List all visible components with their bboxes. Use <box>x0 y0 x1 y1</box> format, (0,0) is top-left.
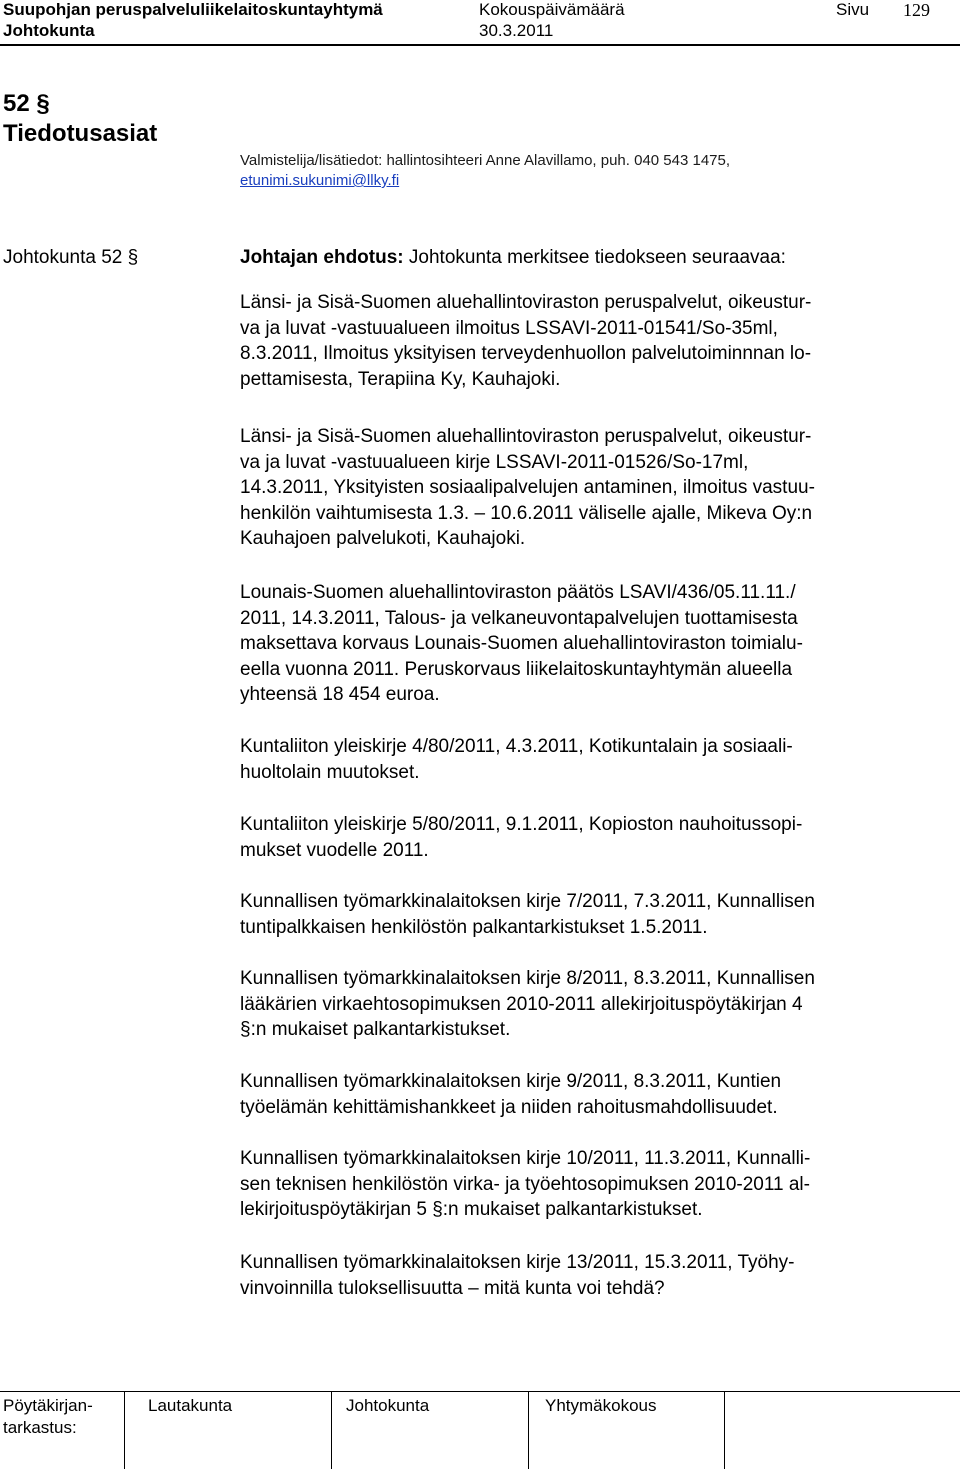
item-line: mukset vuodelle 2011. <box>240 839 429 861</box>
list-item <box>240 1146 940 1223</box>
item-line: eella vuonna 2011. Peruskorvaus liikelaitoskuntayhtymän alueella <box>240 658 793 680</box>
item-line: §:n mukaiset palkantarkistukset. <box>240 1019 511 1040</box>
checker-label-line: Pöytäkirjan- <box>3 1396 93 1415</box>
list-item <box>240 580 940 708</box>
list-item <box>240 1250 940 1301</box>
item-line: tuntipalkkaisen henkilöstön palkantarkistukset 1.5.2011. <box>240 916 708 938</box>
body-name: Johtokunta <box>3 21 95 40</box>
list-item <box>240 812 940 863</box>
decision-ref-symbol: § <box>127 247 139 268</box>
footer-column-divider <box>124 1392 125 1469</box>
footer-column-divider <box>724 1392 725 1469</box>
section-number-value: 52 <box>3 90 30 117</box>
item-line: 2011, 14.3.2011, Talous- ja velkaneuvontapalvelujen tuottamisesta <box>240 607 798 629</box>
list-item <box>240 1069 940 1120</box>
item-line: sen teknisen henkilöstön virka- ja työehtosopimuksen 2010-2011 al- <box>240 1173 810 1195</box>
footer-divider <box>0 1391 960 1392</box>
list-item <box>240 734 940 785</box>
item-line: va ja luvat -vastuualueen kirje LSSAVI-2011-01526/So-17ml, <box>240 451 749 473</box>
item-line: Kunnallisen työmarkkinalaitoksen kirje 9/2011, 8.3.2011, Kuntien <box>240 1071 782 1092</box>
list-item <box>240 966 940 1043</box>
item-line: Kunnallisen työmarkkinalaitoksen kirje 13/2011, 15.3.2011, Työhy- <box>240 1252 795 1273</box>
list-item <box>240 889 940 940</box>
item-line: Kuntaliiton yleiskirje 5/80/2011, 9.1.2011, Kopioston nauhoitussopi- <box>240 814 803 835</box>
item-line: vinvoinnilla tuloksellisuutta – mitä kunta voi tehdä? <box>240 1277 665 1299</box>
date-label: Kokouspäivämäärä <box>479 0 625 19</box>
checker-label <box>3 1395 93 1439</box>
organization-name: Suupohjan peruspalveluliikelaitoskuntayhtymä <box>3 0 383 19</box>
footer-col-johtokunta: Johtokunta <box>346 1396 430 1415</box>
item-line: lääkärien virkaehtosopimuksen 2010-2011 allekirjoituspöytäkirjan 4 <box>240 993 803 1015</box>
checker-label-line: tarkastus: <box>3 1418 77 1437</box>
preparer-line: Valmistelija/lisätiedot: hallintosihteeri Anne Alavillamo, puh. 040 543 1475, <box>240 152 731 169</box>
item-line: 8.3.2011, Ilmoitus yksityisen terveydenhuollon palvelutoiminnnan lo- <box>240 343 812 364</box>
preparer-email-link[interactable]: etunimi.sukunimi@llky.fi <box>240 172 400 189</box>
item-line: henkilön vaihtumisesta 1.3. – 10.6.2011 väliselle ajalle, Mikeva Oy:n <box>240 502 813 524</box>
item-line: Länsi- ja Sisä-Suomen aluehallintoviraston peruspalvelut, oikeustur- <box>240 426 812 447</box>
list-item <box>240 424 940 552</box>
item-line: maksettava korvaus Lounais-Suomen aluehallintoviraston toimialu- <box>240 633 803 654</box>
proposal-label: Johtajan ehdotus: <box>240 247 404 268</box>
footer-col-yhtymakokous: Yhtymäkokous <box>545 1396 657 1415</box>
proposal-text: Johtokunta merkitsee tiedokseen seuraavaa: <box>408 247 786 268</box>
item-line: Kunnallisen työmarkkinalaitoksen kirje 8/2011, 8.3.2011, Kunnallisen <box>240 968 815 989</box>
item-line: Kunnallisen työmarkkinalaitoksen kirje 10/2011, 11.3.2011, Kunnalli- <box>240 1148 811 1169</box>
meeting-date: 30.3.2011 <box>479 21 554 40</box>
item-line: yhteensä 18 454 euroa. <box>240 684 440 705</box>
decision-ref-label: Johtokunta 52 <box>3 247 123 268</box>
item-line: lekirjoituspöytäkirjan 5 §:n mukaiset palkantarkistukset. <box>240 1199 703 1220</box>
proposal <box>240 245 786 270</box>
footer-column-divider <box>331 1392 332 1469</box>
item-line: 14.3.2011, Yksityisten sosiaalipalvelujen antaminen, ilmoitus vastuu- <box>240 477 815 498</box>
footer-column-divider <box>528 1392 529 1469</box>
page-label: Sivu <box>836 0 870 19</box>
decision-reference <box>3 245 138 270</box>
item-line: va ja luvat -vastuualueen ilmoitus LSSAVI-2011-01541/So-35ml, <box>240 317 778 339</box>
section-number <box>3 88 50 120</box>
section-title: Tiedotusasiat <box>3 120 158 147</box>
item-line: Kauhajoen palvelukoti, Kauhajoki. <box>240 528 526 549</box>
item-line: Länsi- ja Sisä-Suomen aluehallintoviraston peruspalvelut, oikeustur- <box>240 292 812 313</box>
item-line: Lounais-Suomen aluehallintoviraston päätös LSAVI/436/05.11.11./ <box>240 582 796 603</box>
item-line: työelämän kehittämishankkeet ja niiden rahoitusmahdollisuudet. <box>240 1096 778 1118</box>
list-item <box>240 290 940 392</box>
page-number: 129 <box>903 0 930 20</box>
item-line: huoltolain muutokset. <box>240 761 420 783</box>
item-line: Kuntaliiton yleiskirje 4/80/2011, 4.3.2011, Kotikuntalain ja sosiaali- <box>240 736 793 757</box>
header-divider <box>0 44 960 46</box>
item-line: pettamisesta, Terapiina Ky, Kauhajoki. <box>240 368 561 390</box>
section-symbol: § <box>36 90 50 117</box>
footer-col-lautakunta: Lautakunta <box>148 1396 233 1415</box>
preparer-info <box>240 151 940 191</box>
item-line: Kunnallisen työmarkkinalaitoksen kirje 7/2011, 7.3.2011, Kunnallisen <box>240 891 815 912</box>
